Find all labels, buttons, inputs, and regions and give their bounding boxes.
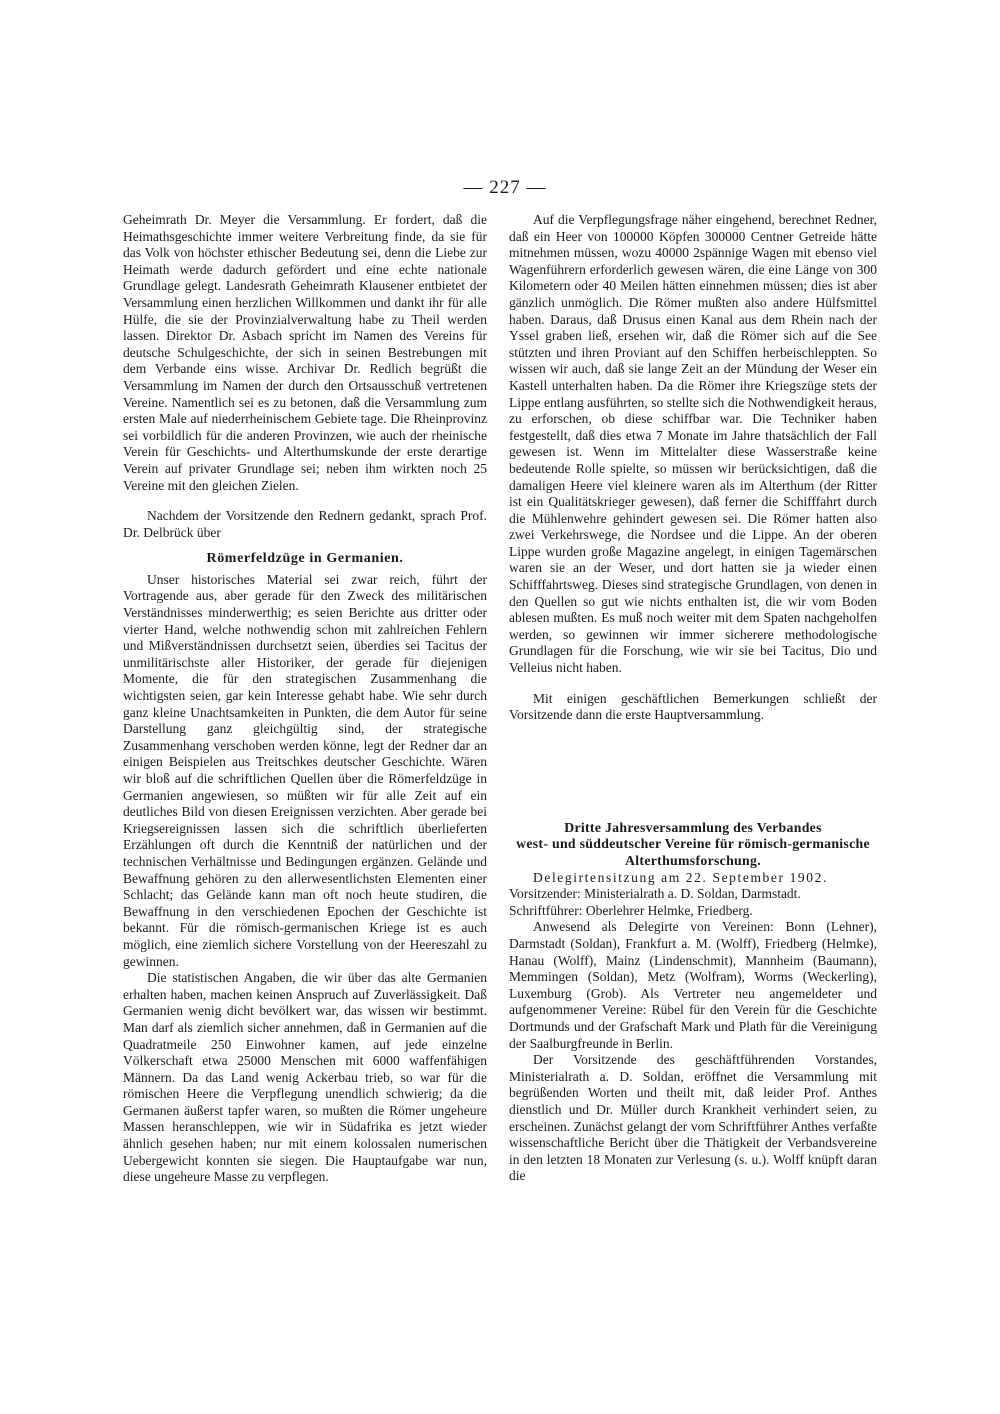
paragraph: Geheimrath Dr. Meyer die Versammlung. Er fordert, daß die Heimathsgeschichte immer weitere Verbreitung finde, da sie für das Volk von höchster ethischer Bedeutung sei, denn die Liebe zur Heimath werde dadurch gefördert und eine echte nationale Grundlage gelegt. Landesrath Geheimrath Klausener entbietet der Versammlung einen herzlichen Willkommen und dankt ihr für alle Hülfe, die sie der Provinzialverwaltung habe zu Theil werden lassen. Direktor Dr. Asbach spricht im Namen des Vereins für deutsche Schulgeschichte, der sich in seinen Bestrebungen mit dem Verbande eins wisse. Archivar Dr. Redlich begrüßt die Versammlung im Namen der durch den Ortsausschuß vertretenen Vereine. Namentlich sei es zu betonen, daß die Versammlung zum ersten Male auf niederrheinischem Gebiete tage. Die Rheinprovinz sei vorbildlich für die anderen Provinzen, wie auch der rheinische Verein für Geschichts- und Alterthumskunde der erste derartige Verein auf privater Grundlage sei; neben ihm wirkten noch 25 Vereine mit den gleichen Zielen. (123, 212, 487, 493)
spacer (509, 677, 877, 691)
section-heading-line: Alterthumsforschung. (625, 853, 761, 868)
chair-line: Vorsitzender: Ministerialrath a. D. Soldan, Darmstadt. (509, 886, 801, 902)
spacer (123, 494, 487, 508)
section-heading: Römerfeldzüge in Germanien. (206, 551, 404, 567)
page-number: — 227 — (463, 177, 547, 198)
paragraph: Anwesend als Delegirte von Vereinen: Bonn (Lehner), Darmstadt (Soldan), Frankfurt a. M. (Wolff), Friedberg (Helmke), Hanau (Wolff), Mainz (Lindenschmit), Mannheim (Baumann), Memmingen (Soldan), Metz (Wolfram), Worms (Weckerling), Luxemburg (Grob). Als Vertreter neu angemeldeter und aufgenommener Vereine: Rübel für den Verein für die Geschichte Dortmunds und der Grafschaft Mark und Plath für die Vereinigung der Saalburgfreunde in Berlin. (509, 919, 877, 1051)
section-heading-line: west- und süddeutscher Vereine für römisch-germanische (516, 836, 870, 852)
paragraph: Der Vorsitzende des geschäftführenden Vorstandes, Ministerialrath a. D. Soldan, eröffnet die Versammlung mit begrüßenden Worten und theilt mit, daß leider Prof. Anthes dienstlich und Dr. Müller durch Krankheit verhindert seien, zu erscheinen. Zunächst gelangt der vom Schriftführer Anthes verfaßte wissenschaftliche Bericht über die Thätigkeit der Verbandsvereine in den letzten 18 Monaten zur Verlesung (s. u.). Wolff knüpft daran die (509, 1052, 877, 1184)
spacer (509, 724, 877, 820)
paragraph: Mit einigen geschäftlichen Bemerkungen schließt der Vorsitzende dann die erste Hauptversammlung. (509, 690, 877, 723)
session-line: Delegirtensitzung am 22. September 1902. (533, 869, 828, 885)
paragraph: Nachdem der Vorsitzende den Rednern gedankt, sprach Prof. Dr. Delbrück über (123, 508, 487, 540)
right-column (509, 212, 877, 1185)
paragraph: Die statistischen Angaben, die wir über das alte Germanien erhalten haben, machen keinen Anspruch auf Zuverlässigkeit. Daß Germanien wenig dicht bevölkert war, das wissen wir bestimmt. Man darf als ziemlich sicher annehmen, daß in Germanien auf die Quadratmeile 250 Einwohner kamen, auf jede einzelne Völkerschaft etwa 25000 Menschen mit 6000 waffenfähigen Männern. Da das Land wenig Ackerbau trieb, so war für die römischen Heere die Verpflegung unendlich schwierig; da die Germanen äußerst tapfer waren, so mußten die Römer ungeheure Massen heranschleppen, wie wir in Südafrika es jetzt wieder ähnlich gesehen haben; nur mit einem kolossalen numerischen Uebergewicht konnten sie siegen. Die Hauptaufgabe war nun, diese ungeheure Masse zu verpflegen. (123, 970, 487, 1185)
paragraph: Unser historisches Material sei zwar reich, führt der Vortragende aus, aber gerade für den Zweck des militärischen Verständnisses minderwerthig; es seien Berichte aus dritter oder vierter Hand, welche nothwendig schon mit zahlreichen Fehlern und Mißverständnissen durchsetzt seien, überdies sei Tacitus der unmilitärischste aller Historiker, der gerade für diejenigen Momente, die für den strategischen Zusammenhang die wichtigsten seien, gar kein Interesse gehabt habe. Wie sehr durch ganz kleine Unachtsamkeiten in Punkten, die dem Autor für seine Darstellung ganz gleichgültig sind, der strategische Zusammenhang verschoben werden könne, legt der Redner dar an einigen Beispielen aus Treitschkes deutscher Geschichte. Wären wir bloß auf die schriftlichen Quellen über die Römerfeldzüge in Germanien angewiesen, so müßten wir für alle Zeit auf ein deutliches Bild von diesen Ereignissen verzichten. Aber gerade bei Kriegsereignissen lassen sich die schriftlich überlieferten Erzählungen oft durch die Kenntniß der natürlichen und der technischen Verhältnisse und Bedingungen ergänzen. Gelände und Bewaffnung gehören zu den allerwesentlichsten Elementen einer Schlacht; das Gelände kann man oft noch heute studiren, die Bewaffnung in den verschiedenen Epochen der Geschichte ist bekannt. Für die römisch-germanischen Kriege ist es auch möglich, eine ziemlich sichere Vorstellung von der Heereszahl zu gewinnen. (123, 571, 487, 969)
section-heading-line: Dritte Jahresversammlung des Verbandes (564, 819, 822, 835)
secretary-line: Schriftführer: Oberlehrer Helmke, Friedberg. (509, 902, 753, 918)
left-column (123, 212, 487, 1186)
paragraph: Auf die Verpflegungsfrage näher eingehend, berechnet Redner, daß ein Heer von 100000 Köpfen 300000 Centner Getreide hätte mitnehmen müssen, wozu 40000 2spännige Wagen mit ebenso viel Wagenführern erforderlich gewesen wären, die eine Länge von 300 Kilometern oder 40 Meilen hätten einnehmen müssen; dies ist aber gänzlich unmöglich. Die Römer mußten also andere Hülfsmittel haben. Daraus, daß Drusus einen Kanal aus dem Rhein nach der Yssel graben ließ, ersehen wir, daß die Römer sich auf die See stützten und ihren Proviant auf den Schiffen herbeischleppten. So wissen wir auch, daß sie lange Zeit an der Mündung der Weser ein Kastell unterhalten haben. Da die Römer ihre Kriegszüge stets der Lippe entlang ausführten, so stellte sich die Nothwendigkeit heraus, zu erforschen, ob diese schiffbar war. Die Techniker haben festgestellt, daß dies etwa 7 Monate im Jahre thatsächlich der Fall gewesen ist. Wenn im Mittelalter diese Wasserstraße keine bedeutende Rolle spielte, so müssen wir berücksichtigen, daß die damaligen Heere viel kleinere waren als im Alterthum (der Ritter ist ein Qualitätskrieger gewesen), daß ferner die Schifffahrt durch die Mühlenwehre gehindert gewesen sei. Die Römer hatten also zwei Verkehrswege, die Nordsee und die Lippe. An der oberen Lippe wurden große Magazine angelegt, in einigen Tagemärschen waren sie an der Weser, und dort hatten sie ja wieder einen Schifffahrtsweg. Dieses sind strategische Grundlagen, von denen in den Quellen so gut wie nichts enthalten ist, die wir vom Boden ablesen mußten. Es muß noch weiter mit dem Spaten nachgeholfen werden, so gewinnen wir immer sicherere methodologische Grundlagen für die Forschung, wie wir sie bei Tacitus, Dio und Velleius nicht haben. (509, 212, 877, 676)
